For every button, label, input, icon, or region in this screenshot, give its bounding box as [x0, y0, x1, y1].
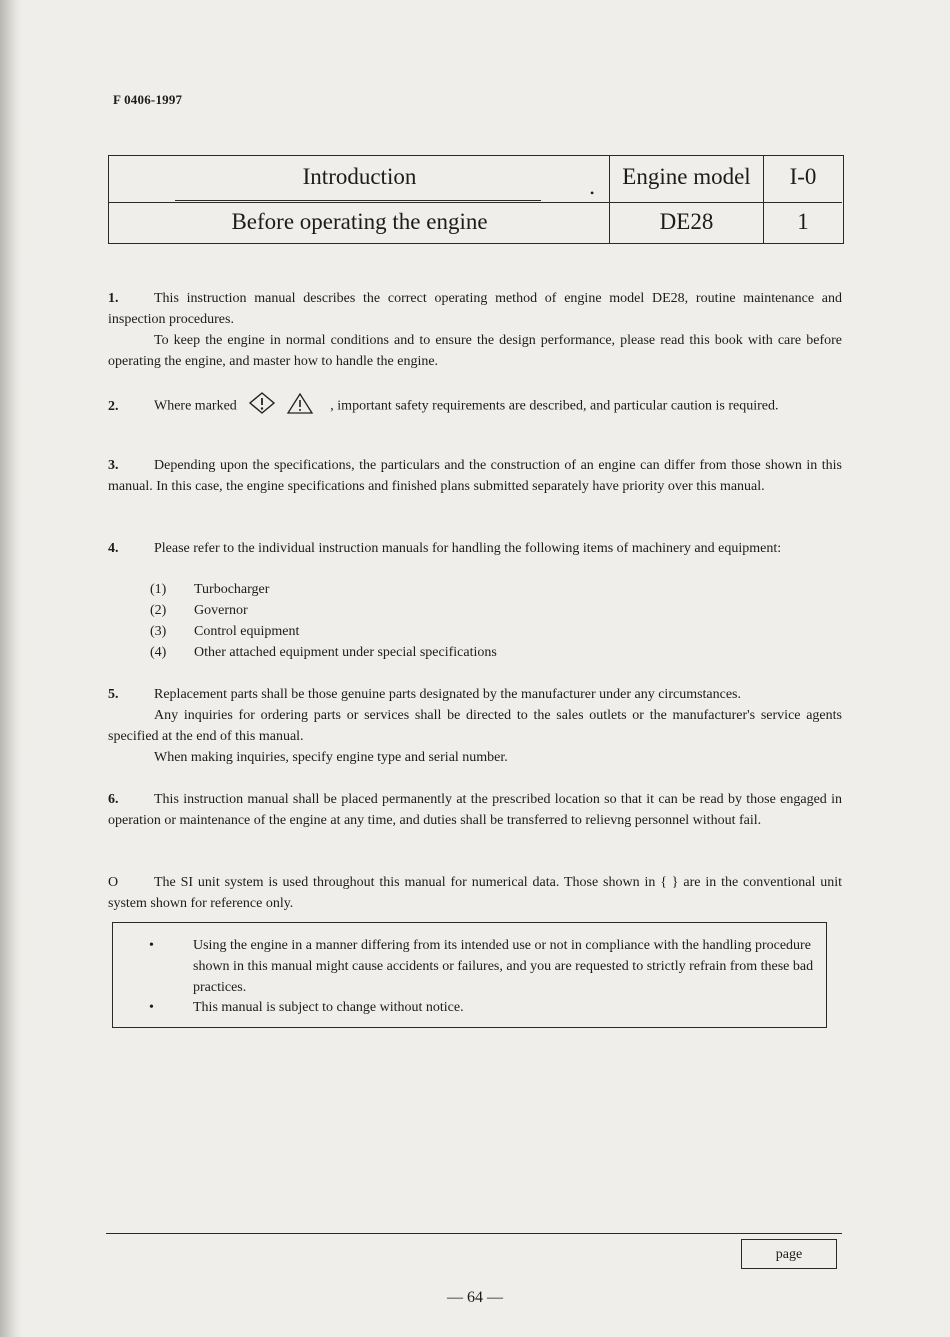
caution-diamond-icon	[250, 393, 274, 413]
paragraph-text: This instruction manual shall be placed permanently at the prescribed location so that it can be read by those engaged in operation or maintenance of the engine at any time, and duties shall be transferred to relievng personnel without fail.	[108, 792, 842, 828]
paragraph-text: The SI unit system is used throughout this manual for numerical data. Those shown in { } are in the conventional unit system shown for reference only.	[108, 875, 842, 911]
footer-rule	[106, 1233, 842, 1234]
paragraph-1	[108, 288, 842, 372]
code-cell	[764, 156, 842, 243]
notice-text: Using the engine in a manner differing from its intended use or not in compliance with the handling procedure shown in this manual might cause accidents or failures, and you are requested to strictly refrain from these bad practices.	[193, 938, 814, 995]
notice-item	[149, 935, 843, 998]
paragraph-number: 3.	[108, 458, 119, 473]
engine-model-cell	[610, 156, 764, 243]
list-item-number: (2)	[150, 603, 167, 618]
paragraph-4	[108, 538, 842, 559]
bullet-icon: •	[149, 938, 154, 953]
engine-model-label: Engine model	[622, 164, 751, 189]
paragraph-number: 2.	[108, 398, 119, 414]
page-edge-shadow	[0, 0, 22, 1337]
safety-icons-svg	[248, 391, 318, 415]
paragraph-2	[108, 391, 842, 422]
paragraph-text: When making inquiries, specify engine type and serial number.	[154, 750, 508, 765]
notice-item	[149, 997, 843, 1018]
bullet-icon: •	[149, 1000, 154, 1015]
warning-triangle-icon	[288, 394, 312, 413]
header-divider	[109, 202, 609, 203]
notice-box	[112, 922, 827, 1028]
paragraph-5	[108, 684, 842, 768]
list-item-label: Control equipment	[194, 624, 300, 639]
page-label-box: page	[741, 1239, 837, 1269]
document-code: F 0406-1997	[113, 92, 183, 107]
paragraph-text: Where marked	[154, 398, 237, 414]
header-title-cell	[109, 156, 610, 243]
paragraph-text: Please refer to the individual instruction manuals for handling the following items of machinery and equipment:	[154, 541, 782, 556]
paragraph-text: Any inquiries for ordering parts or services shall be directed to the sales outlets or the manufacturer's service agents specified at the end of this manual.	[108, 708, 842, 744]
page-number: — 64 —	[447, 1289, 503, 1306]
model-divider	[610, 202, 763, 203]
safety-marks	[248, 391, 318, 422]
paragraph-text: This instruction manual describes the correct operating method of engine model DE28, routine maintenance and inspection procedures.	[108, 291, 842, 327]
sheet-number: 1	[797, 209, 809, 234]
engine-model-value: DE28	[659, 209, 714, 234]
section-code: I-0	[789, 164, 817, 189]
list-item-label: Other attached equipment under special specifications	[194, 645, 497, 660]
unit-note	[108, 872, 842, 914]
code-divider	[764, 202, 842, 203]
list-item	[150, 600, 497, 621]
paragraph-text: To keep the engine in normal conditions and to ensure the design performance, please read this book with care before operating the engine, and master how to handle the engine.	[108, 333, 842, 369]
paragraph-number: 4.	[108, 541, 119, 556]
header-table	[108, 155, 844, 244]
note-marker: O	[108, 875, 119, 890]
list-item-label: Governor	[194, 603, 248, 618]
title-underline	[175, 200, 541, 201]
equipment-list	[150, 579, 497, 663]
dot-mark: •	[590, 186, 595, 200]
section-title: Introduction	[302, 164, 417, 189]
paragraph-text: Depending upon the specifications, the particulars and the construction of an engine can differ from those shown in this manual. In this case, the engine specifications and finished plans submitted separately have priority over this manual.	[108, 458, 842, 494]
page-title: Before operating the engine	[231, 209, 488, 234]
paragraph-text: , important safety requirements are described, and particular caution is required.	[330, 398, 779, 414]
list-item	[150, 621, 497, 642]
paragraph-number: 5.	[108, 687, 119, 702]
paragraph-6	[108, 789, 842, 831]
paragraph-text: Replacement parts shall be those genuine parts designated by the manufacturer under any circumstances.	[154, 687, 742, 702]
list-item-number: (4)	[150, 645, 167, 660]
notice-text: This manual is subject to change without notice.	[193, 1000, 464, 1015]
list-item	[150, 579, 497, 600]
list-item-label: Turbocharger	[194, 582, 270, 597]
list-item	[150, 642, 497, 663]
paragraph-number: 6.	[108, 792, 119, 807]
paragraph-number: 1.	[108, 291, 119, 306]
paragraph-3	[108, 455, 842, 497]
list-item-number: (3)	[150, 624, 167, 639]
list-item-number: (1)	[150, 582, 167, 597]
